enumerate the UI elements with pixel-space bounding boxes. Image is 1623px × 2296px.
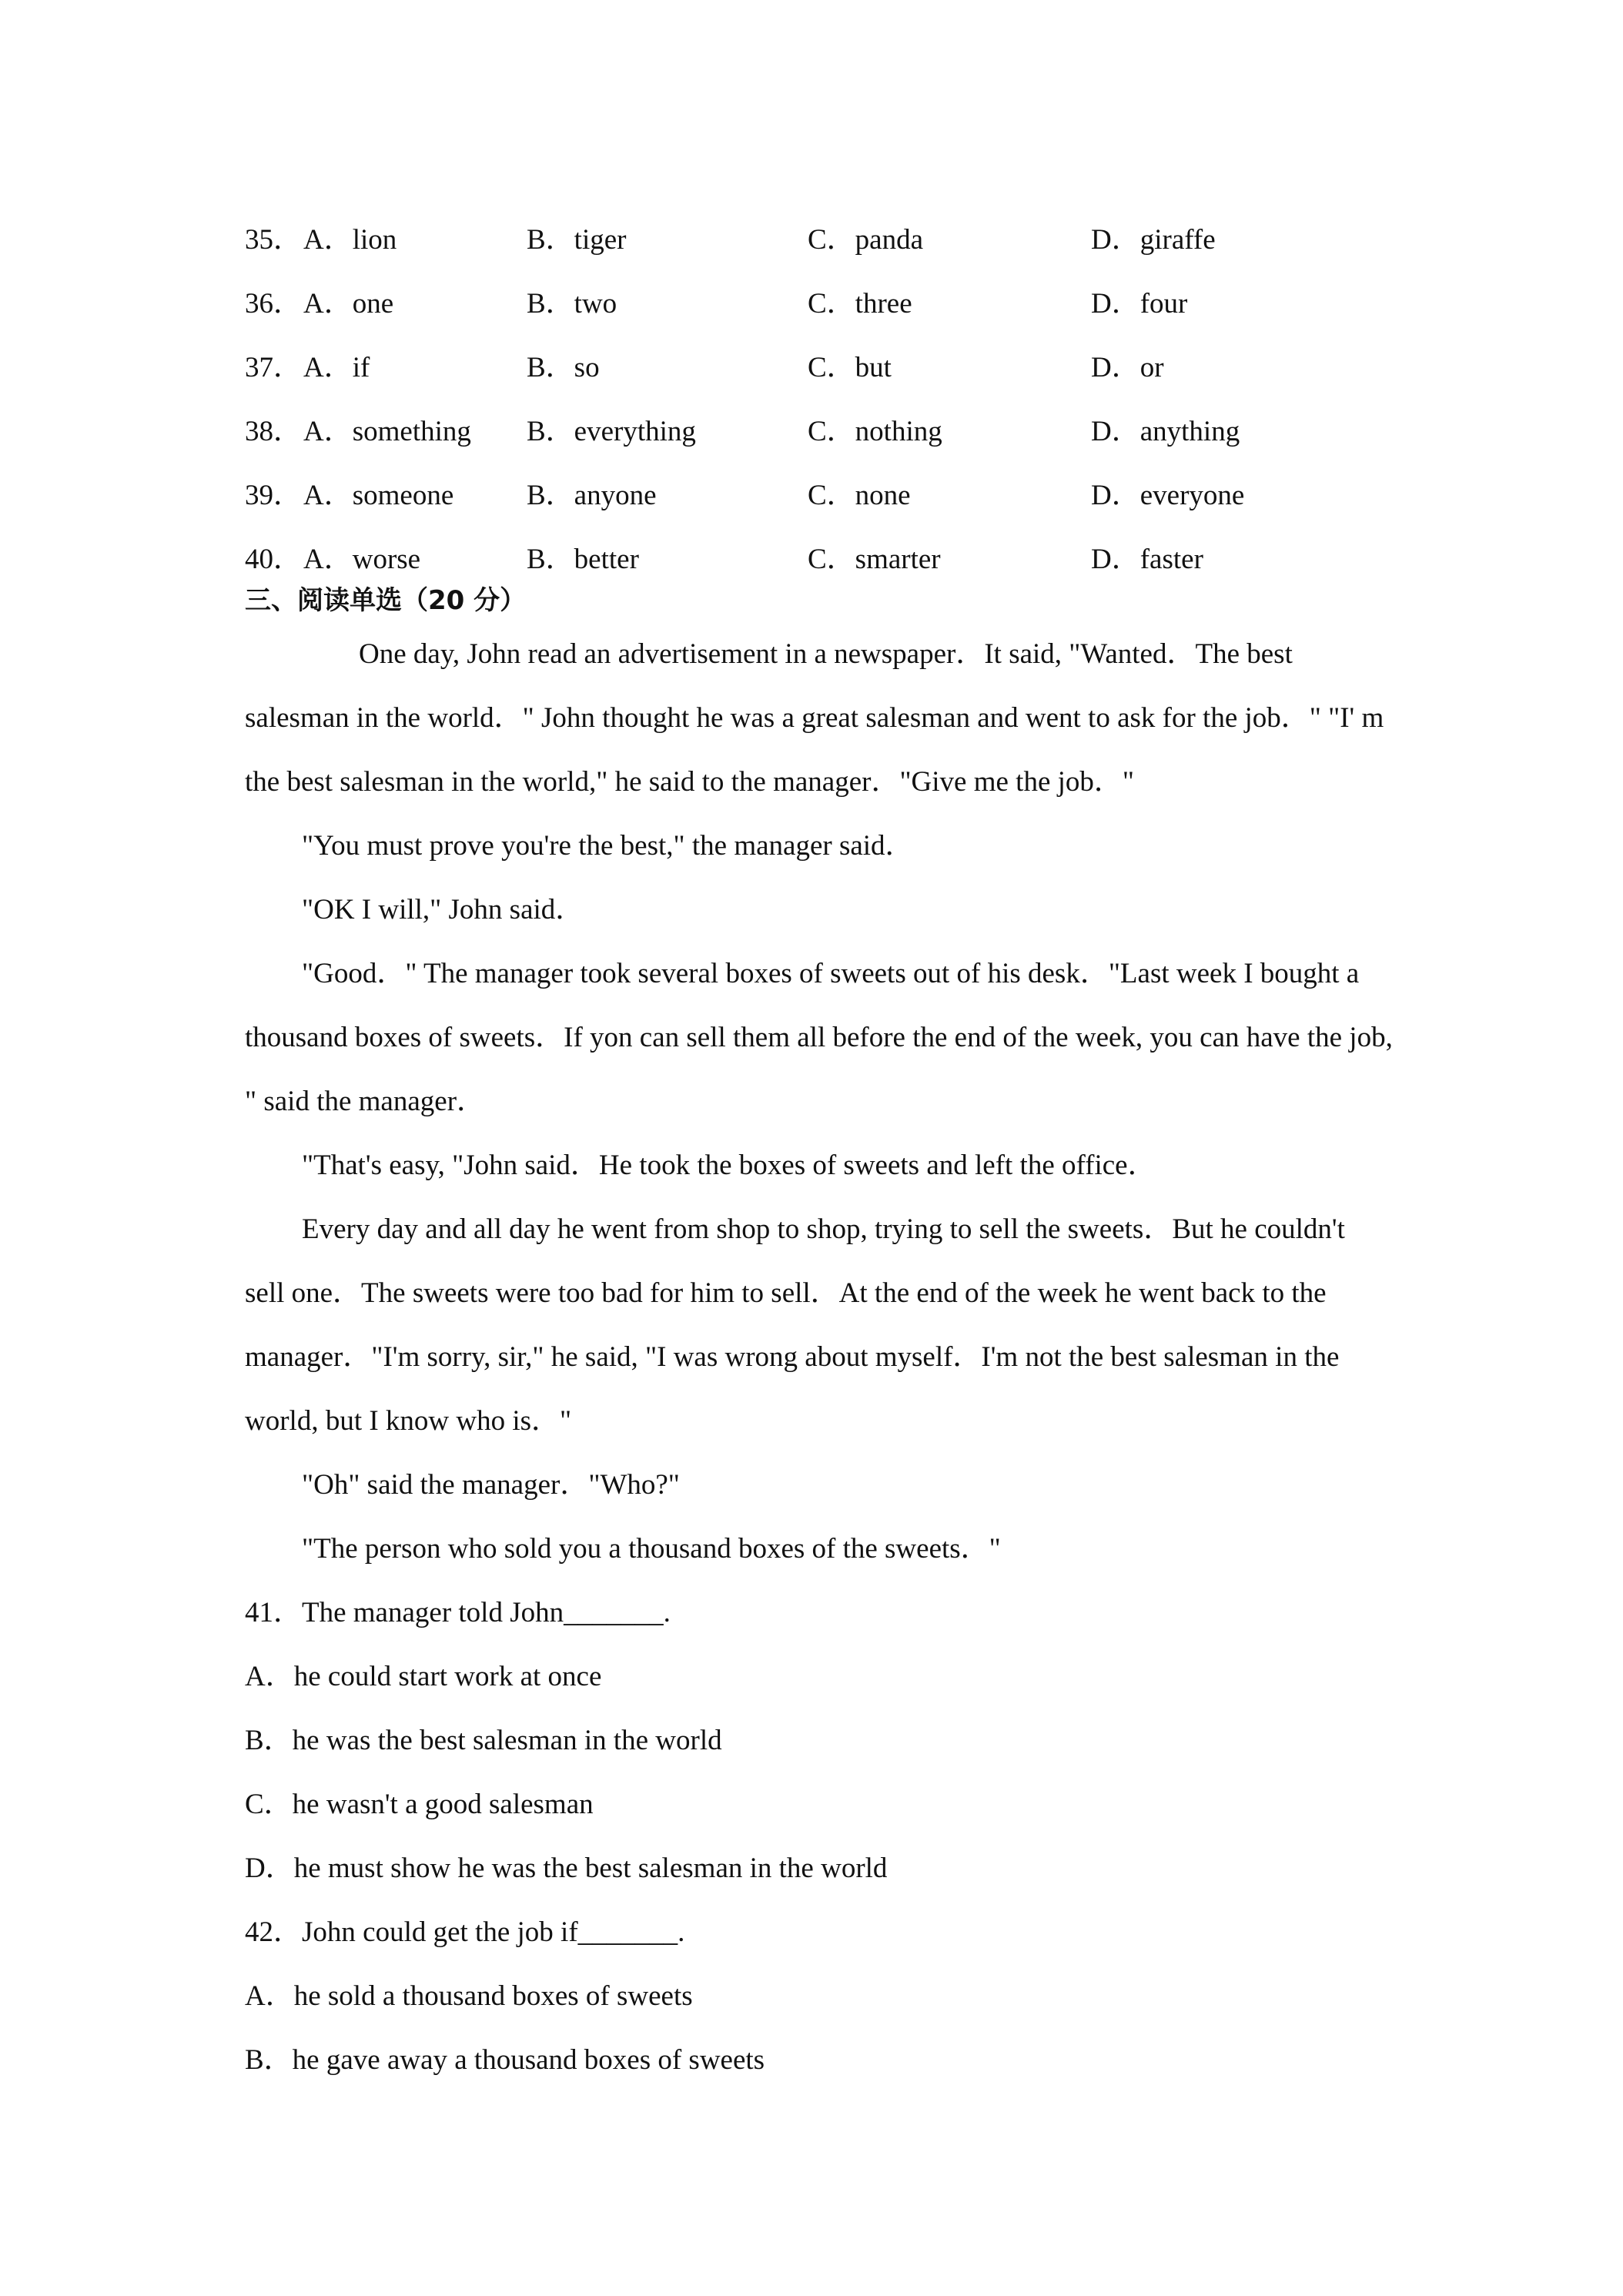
option-a: A．someone	[303, 480, 454, 511]
passage-line: "Good．" The manager took several boxes of sweets out of his desk．"Last week I bought a	[302, 958, 1360, 989]
option-b: B．so	[527, 352, 600, 383]
option-c: C．nothing	[808, 416, 942, 447]
option-a: A．something	[303, 416, 471, 447]
option-a: A．if	[303, 352, 370, 383]
passage-line: "You must prove you're the best," the manager said．	[302, 830, 914, 862]
option-b: B．everything	[527, 416, 696, 447]
option-d: D．faster	[1091, 544, 1203, 575]
answer-option: A．he sold a thousand boxes of sweets	[245, 1980, 693, 2012]
question-stem: 41．The manager told John_______.	[245, 1597, 671, 1628]
option-d: D．four	[1091, 288, 1188, 320]
passage-line: manager．"I'm sorry, sir," he said, "I was wrong about myself．I'm not the best salesman in the	[245, 1341, 1340, 1373]
option-d: D．everyone	[1091, 480, 1245, 511]
option-a: A．one	[303, 288, 394, 320]
option-row-40	[245, 535, 1400, 575]
option-row-35	[245, 216, 1400, 256]
question-number: 35．	[245, 224, 302, 256]
option-a: A．lion	[303, 224, 397, 256]
passage-line: "The person who sold you a thousand boxes of the sweets．"	[302, 1533, 1001, 1565]
passage-line: "OK I will," John said．	[302, 894, 584, 925]
passage-line: sell one．The sweets were too bad for him to sell．At the end of the week he went back to the	[245, 1277, 1327, 1309]
option-b: B．tiger	[527, 224, 627, 256]
option-c: C．but	[808, 352, 892, 383]
passage-line: salesman in the world．" John thought he was a great salesman and went to ask for the job．" "I' m	[245, 702, 1384, 734]
passage-line: thousand boxes of sweets．If yon can sell them all before the end of the week, you can have the job,	[245, 1022, 1393, 1053]
option-c: C．none	[808, 480, 911, 511]
option-d: D．giraffe	[1091, 224, 1216, 256]
question-number: 36．	[245, 288, 302, 320]
passage-line: "Oh" said the manager．"Who?"	[302, 1469, 680, 1501]
passage-line: world, but I know who is．"	[245, 1405, 572, 1437]
question-stem: 42．John could get the job if_______.	[245, 1916, 685, 1948]
option-a: A．worse	[303, 544, 421, 575]
option-b: B．better	[527, 544, 639, 575]
passage-line: Every day and all day he went from shop to shop, trying to sell the sweets．But he couldn't	[302, 1213, 1345, 1245]
option-row-36	[245, 279, 1400, 320]
passage-line: " said the manager．	[245, 1086, 486, 1117]
passage-line: One day, John read an advertisement in a newspaper．It said, "Wanted．The best	[359, 638, 1293, 670]
option-c: C．smarter	[808, 544, 941, 575]
option-row-39	[245, 471, 1400, 511]
option-b: B．anyone	[527, 480, 657, 511]
passage-line: the best salesman in the world," he said to the manager．"Give me the job．"	[245, 766, 1135, 798]
answer-option: D．he must show he was the best salesman in the world	[245, 1853, 888, 1884]
answer-option: B．he was the best salesman in the world	[245, 1725, 722, 1756]
answer-option: A．he could start work at once	[245, 1661, 602, 1692]
question-number: 39．	[245, 480, 302, 511]
option-c: C．three	[808, 288, 912, 320]
option-b: B．two	[527, 288, 617, 320]
passage-line: "That's easy, "John said．He took the boxes of sweets and left the office．	[302, 1150, 1156, 1181]
option-c: C．panda	[808, 224, 924, 256]
option-d: D．or	[1091, 352, 1164, 383]
question-number: 37．	[245, 352, 302, 383]
answer-option: B．he gave away a thousand boxes of sweets	[245, 2044, 765, 2076]
section-title: 三、阅读单选（20 分）	[245, 585, 527, 616]
option-d: D．anything	[1091, 416, 1240, 447]
option-row-38	[245, 407, 1400, 447]
option-row-37	[245, 343, 1400, 383]
question-number: 38．	[245, 416, 302, 447]
question-number: 40．	[245, 544, 302, 575]
answer-option: C．he wasn't a good salesman	[245, 1789, 594, 1820]
